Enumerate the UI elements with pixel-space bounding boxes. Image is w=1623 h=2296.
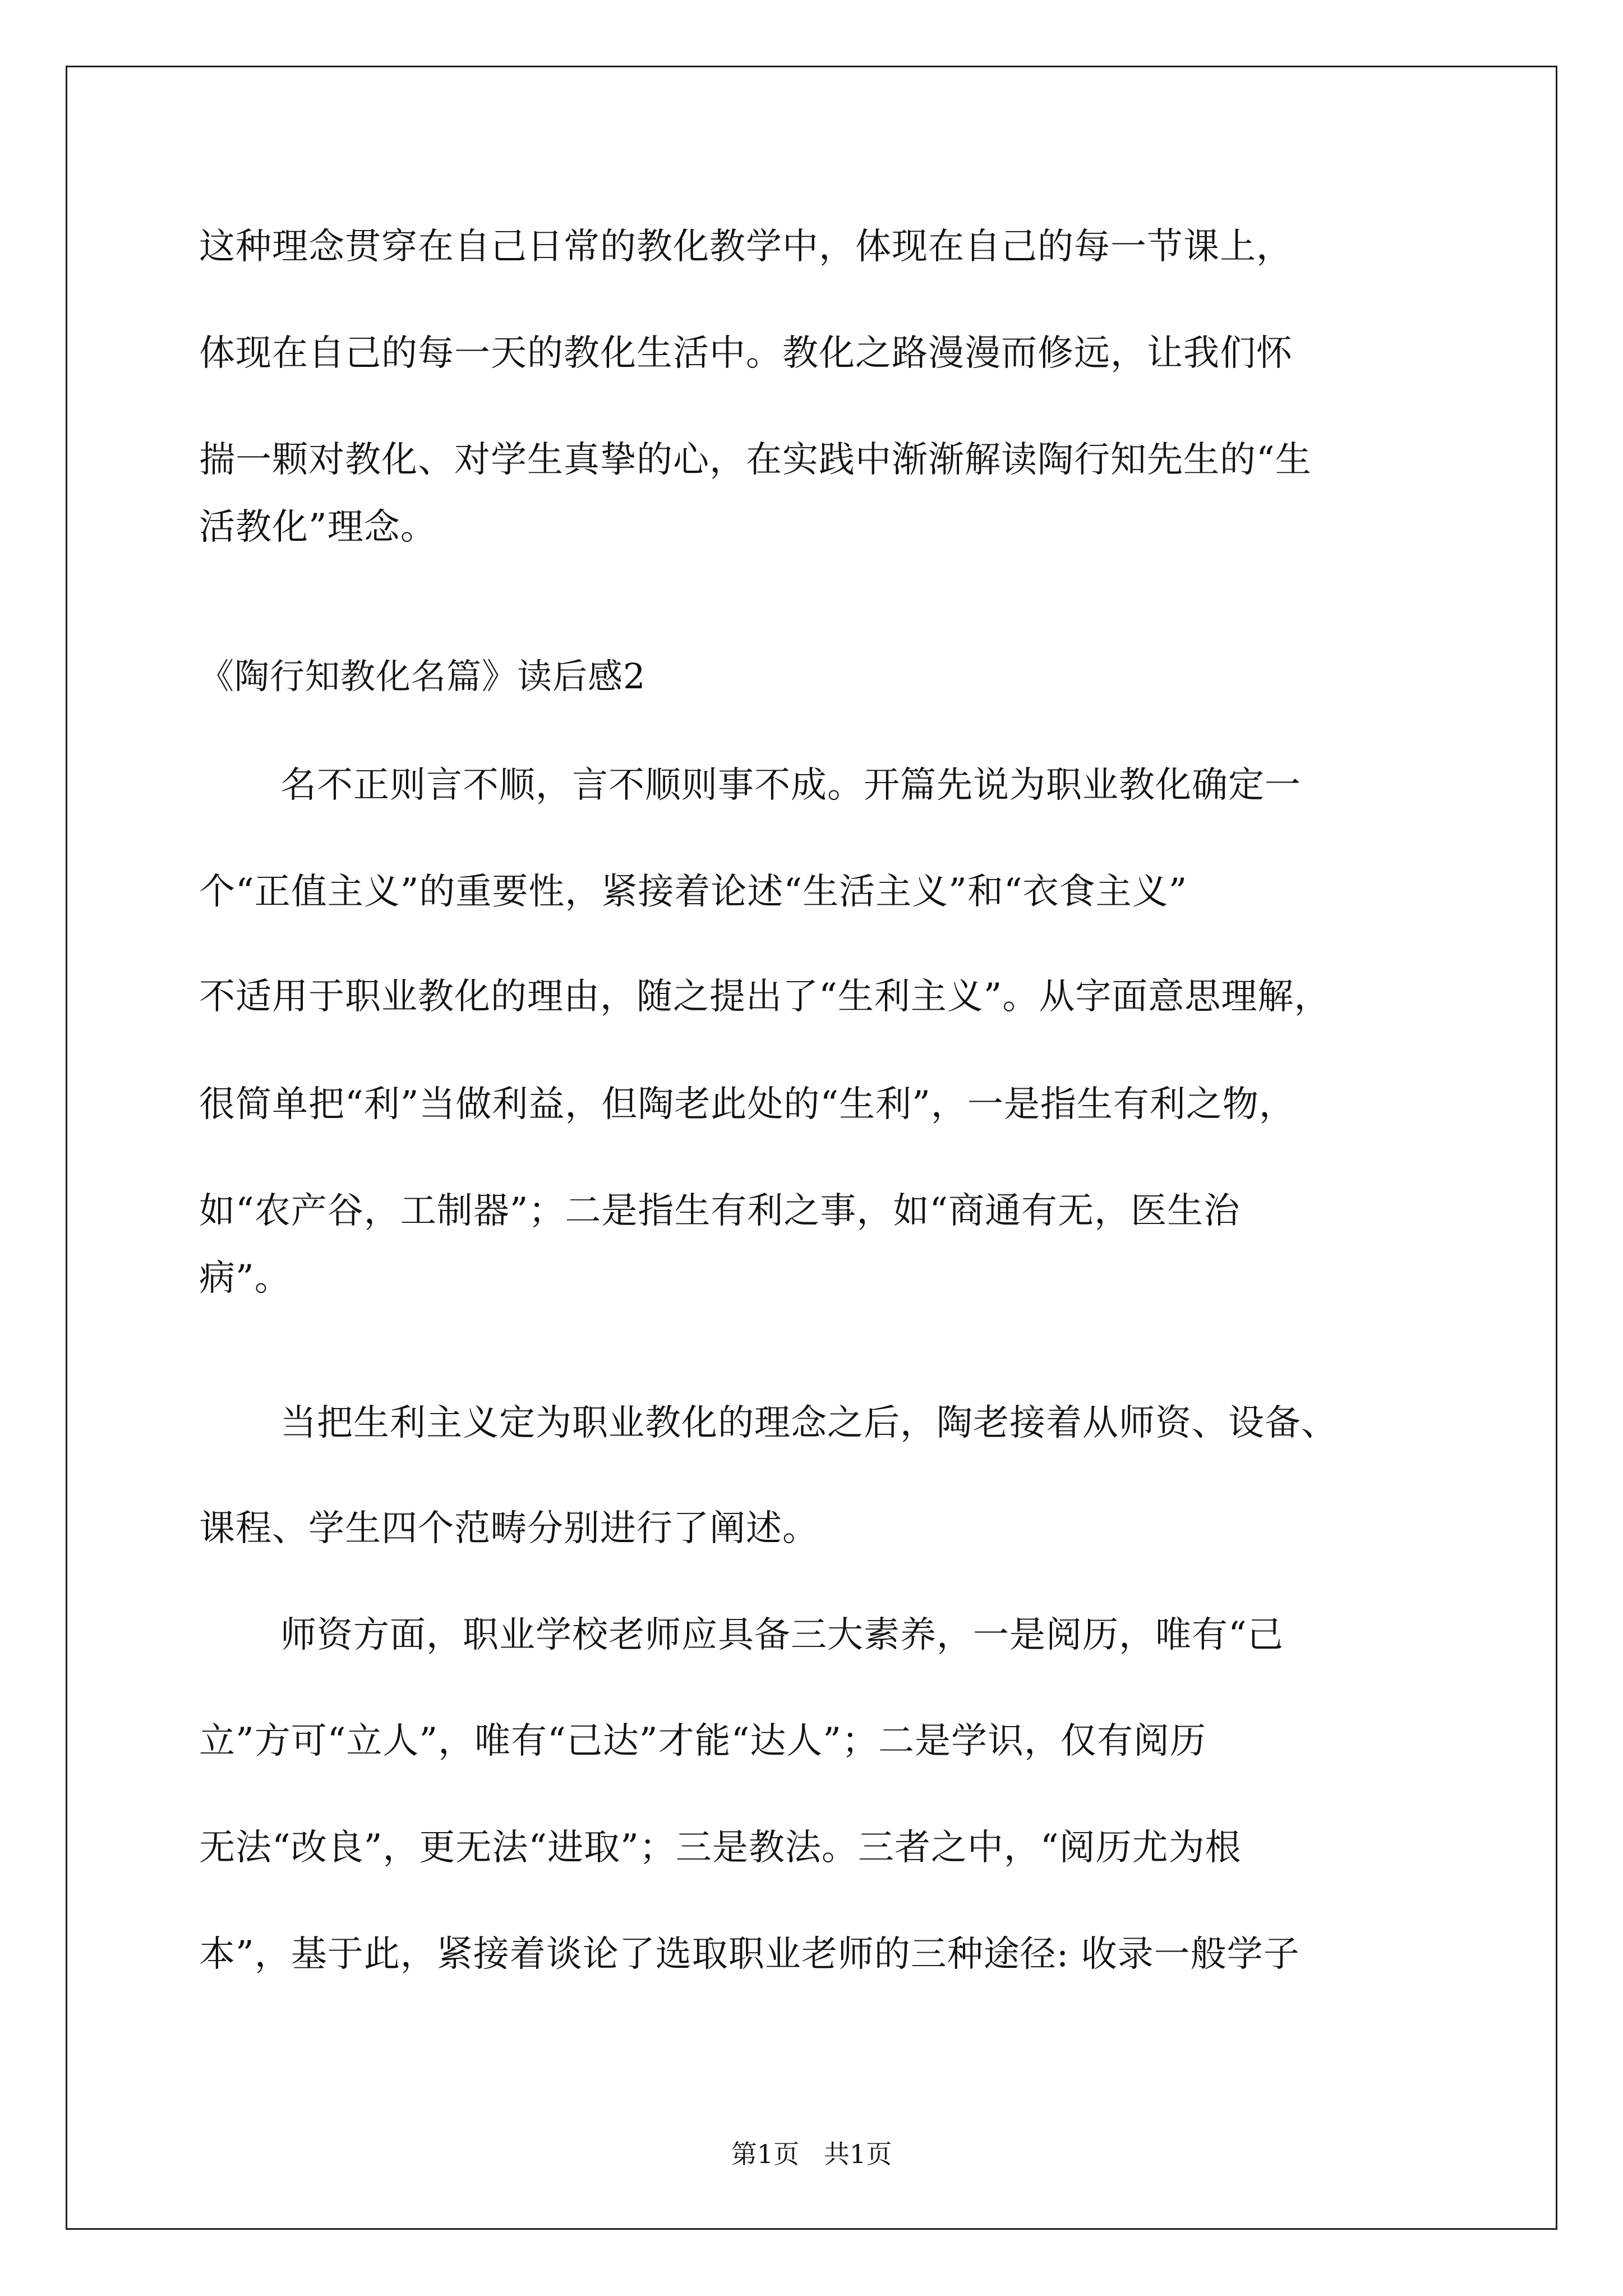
text-line: 无法“改良”，更无法“进取”；三是教法。三者之中，“阅历尤为根 <box>199 1827 1242 1869</box>
text-line: 师资方面，职业学校老师应具备三大素养，一是阅历，唯有“己 <box>280 1614 1284 1656</box>
text-line: 很简单把“利”当做利益，但陶老此处的“生利”，一是指生有利之物， <box>199 1084 1295 1125</box>
text-line: 课程、学生四个范畴分别进行了阐述。 <box>199 1508 819 1549</box>
section-heading: 《陶行知教化名篇》读后感2 <box>199 656 646 697</box>
page-border <box>66 66 1557 2230</box>
text-line: 立”方可“立人”，唯有“己达”才能“达人”；二是学识，仅有阅历 <box>199 1720 1207 1762</box>
text-line: 病”。 <box>199 1258 291 1299</box>
text-line: 个“正值主义”的重要性，紧接着论述“生活主义”和“衣食主义” <box>199 871 1188 913</box>
text-line: 本”，基于此，紧接着谈论了选取职业老师的三种途径: 收录一般学子 <box>199 1934 1300 1975</box>
text-line: 体现在自己的每一天的教化生活中。教化之路漫漫而修远，让我们怀 <box>199 333 1293 374</box>
text-line: 当把生利主义定为职业教化的理念之后，陶老接着从师资、设备、 <box>280 1402 1338 1444</box>
text-line: 不适用于职业教化的理由，随之提出了“生利主义”。从字面意思理解， <box>199 976 1331 1018</box>
text-line: 名不正则言不顺，言不顺则事不成。开篇先说为职业教化确定一 <box>280 765 1301 806</box>
text-line: 这种理念贯穿在自己日常的教化教学中，体现在自己的每一节课上， <box>199 226 1293 268</box>
text-line: 如“农产谷，工制器”；二是指生有利之事，如“商通有无，医生治 <box>199 1190 1241 1232</box>
page-number-footer: 第1页 共1页 <box>731 2139 892 2169</box>
text-line: 揣一颗对教化、对学生真挚的心，在实践中渐渐解读陶行知先生的“生 <box>199 439 1312 481</box>
text-line: 活教化”理念。 <box>199 507 437 548</box>
